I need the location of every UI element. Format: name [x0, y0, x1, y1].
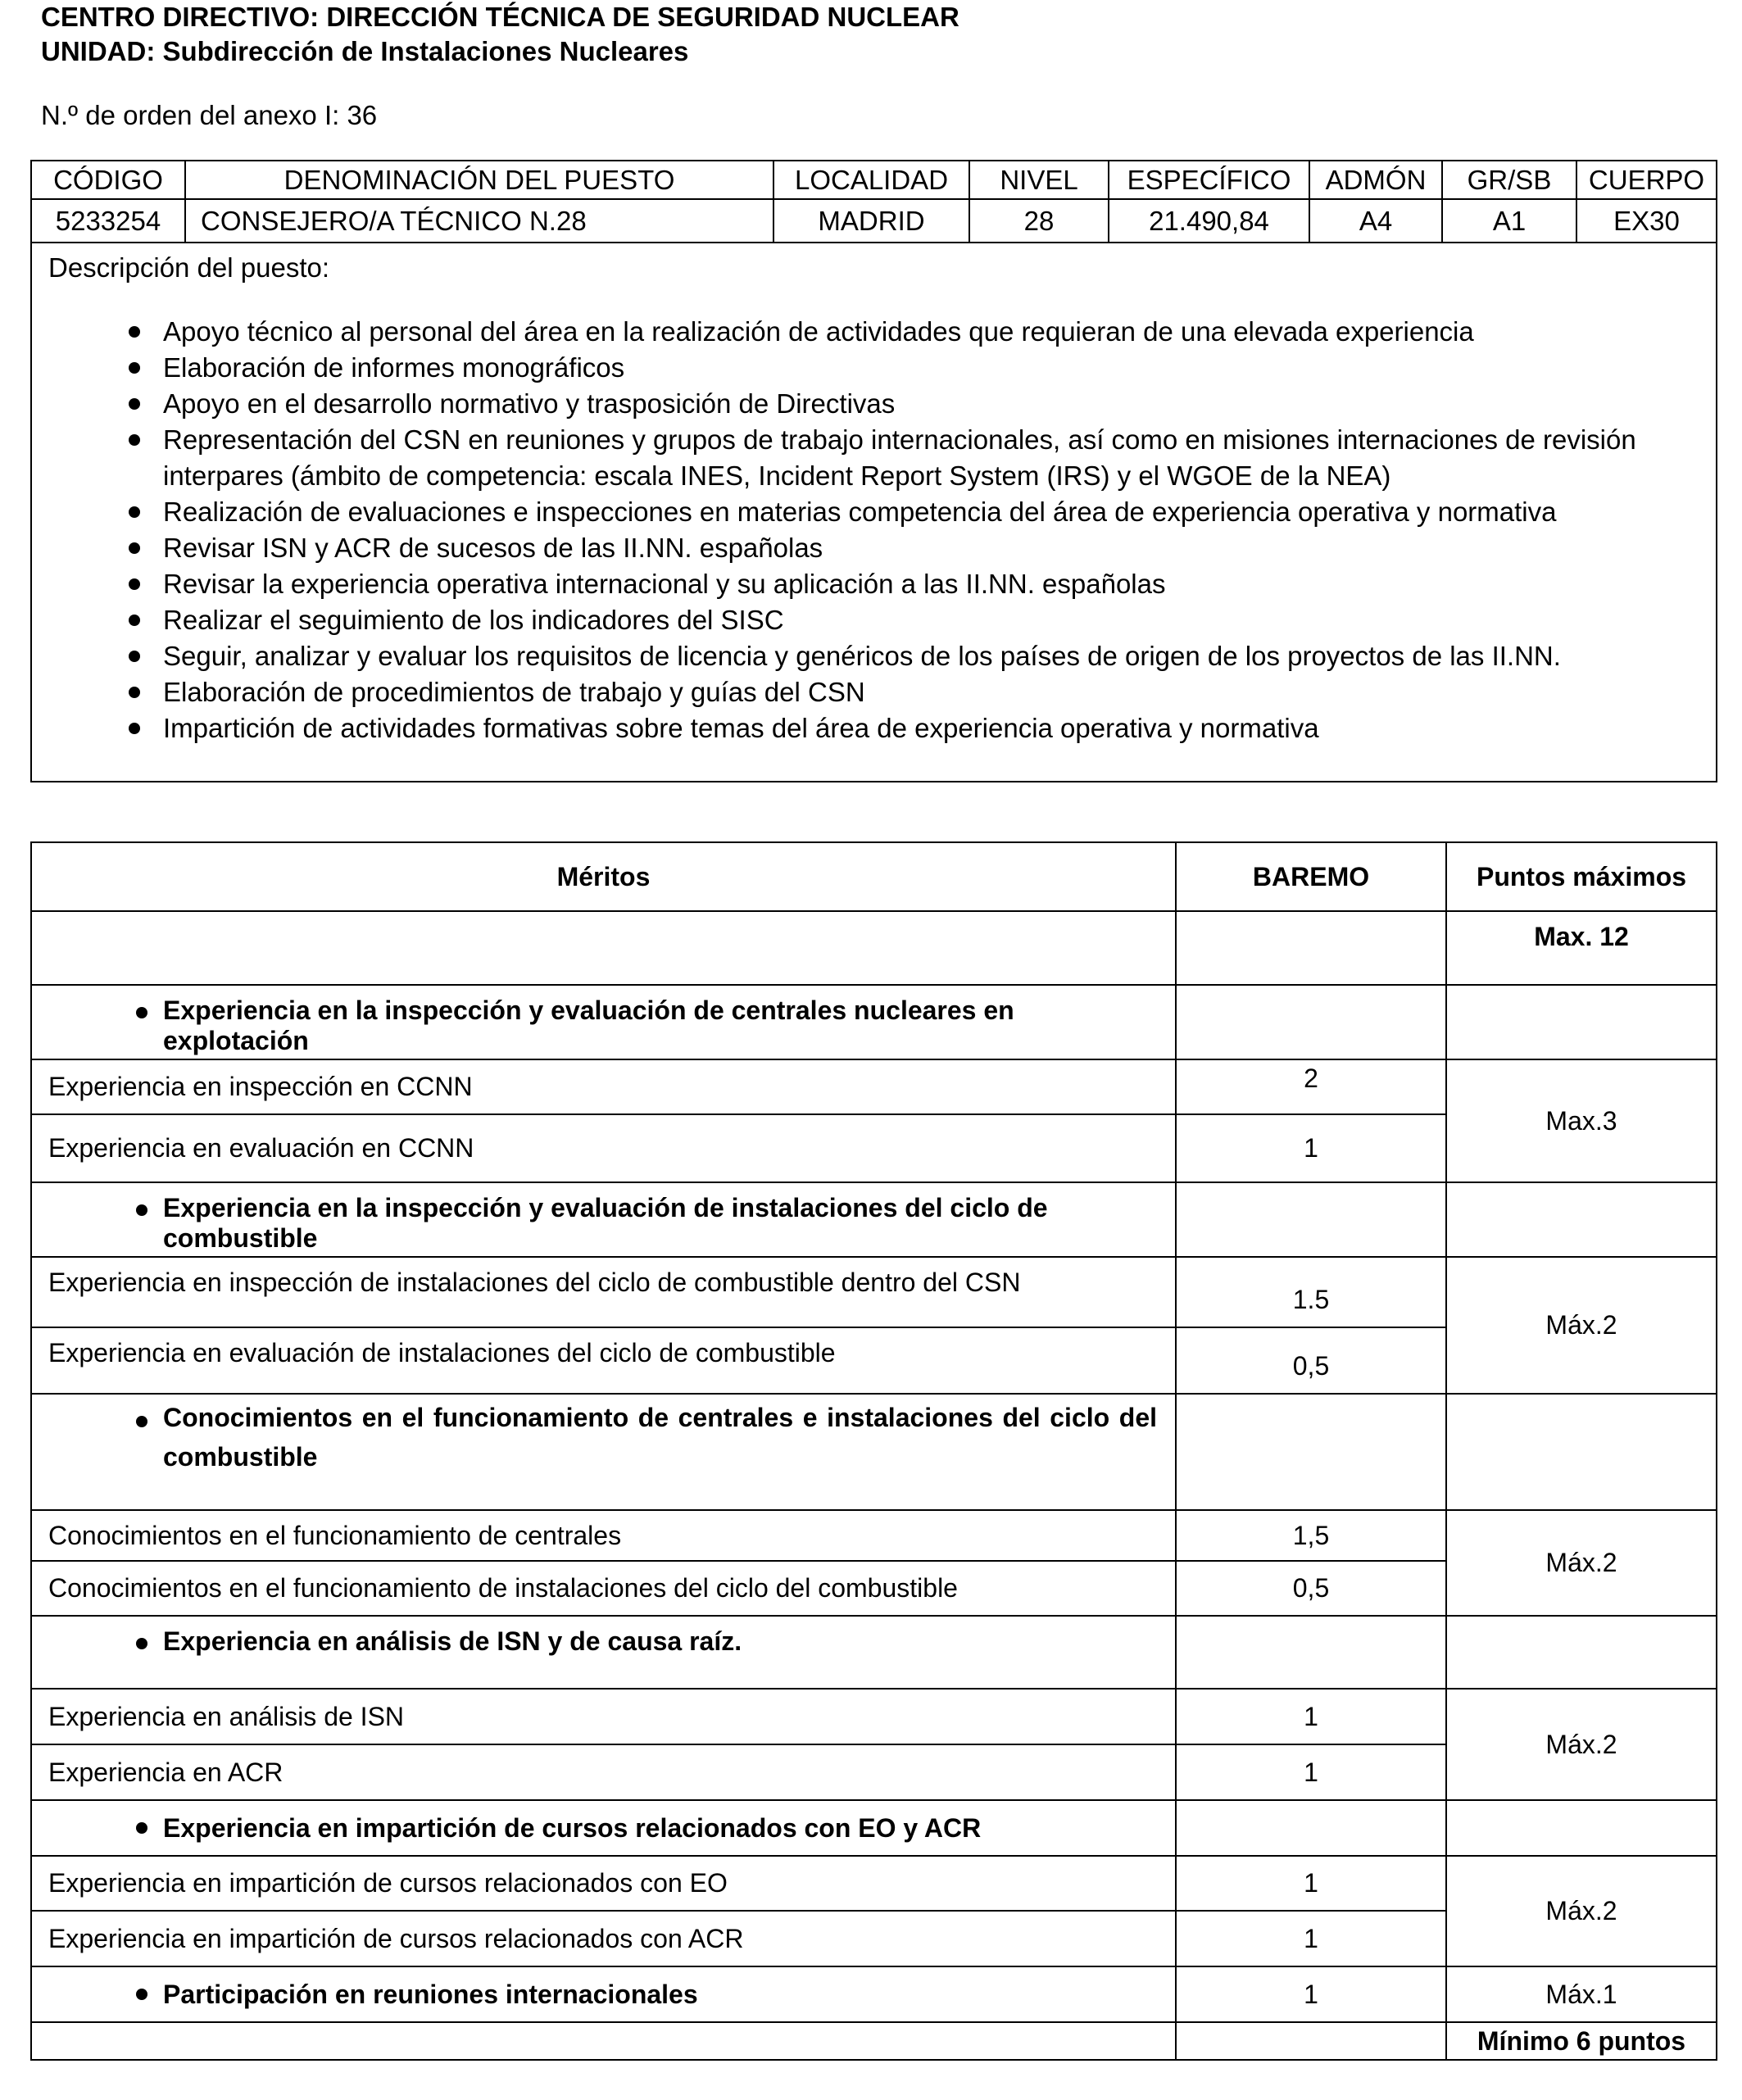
- cell-admon: A4: [1309, 199, 1442, 243]
- section-max: Máx.1: [1446, 1966, 1717, 2022]
- description-item: Realizar el seguimiento de los indicadores del SISC: [48, 602, 1699, 638]
- section-max: Max.3: [1446, 1059, 1717, 1182]
- description-list: [48, 314, 1699, 746]
- cell-especifico: 21.490,84: [1109, 199, 1309, 243]
- merit-baremo: 0,5: [1176, 1561, 1446, 1616]
- cell-localidad: MADRID: [773, 199, 969, 243]
- bullet-icon: [136, 1007, 147, 1018]
- section-max: Máx.2: [1446, 1257, 1717, 1394]
- cell-grsb: A1: [1442, 199, 1576, 243]
- cell-cuerpo: EX30: [1576, 199, 1717, 243]
- empty-cell: [1176, 1394, 1446, 1510]
- merit-baremo: 1: [1176, 1856, 1446, 1911]
- merit-baremo: 0,5: [1176, 1327, 1446, 1394]
- bullet-icon: [136, 1638, 147, 1649]
- merit-baremo: 1: [1176, 1966, 1446, 2022]
- header-cuerpo: CUERPO: [1576, 161, 1717, 199]
- empty-cell: [31, 2022, 1176, 2060]
- description-item: Realización de evaluaciones e inspecciones en materias competencia del área de experiencia operativa y normativa: [48, 494, 1699, 530]
- merit-label: Conocimientos en el funcionamiento de instalaciones del ciclo del combustible: [31, 1561, 1176, 1616]
- description-title: Descripción del puesto:: [48, 252, 330, 283]
- description-item: Elaboración de procedimientos de trabajo y guías del CSN: [48, 674, 1699, 710]
- section-row: [31, 1800, 1717, 1856]
- section-row: [31, 1394, 1717, 1510]
- empty-cell: [1446, 1394, 1717, 1510]
- merit-baremo: 2: [1176, 1059, 1446, 1114]
- header-especifico: ESPECÍFICO: [1109, 161, 1309, 199]
- max-total-row: [31, 911, 1717, 985]
- section-row: [31, 1182, 1717, 1257]
- merit-baremo: 1: [1176, 1744, 1446, 1800]
- merit-label: Experiencia en inspección en CCNN: [31, 1059, 1176, 1114]
- merit-label: Experiencia en evaluación en CCNN: [31, 1114, 1176, 1182]
- merit-baremo: 1: [1176, 1689, 1446, 1744]
- empty-cell: [1176, 2022, 1446, 2060]
- description-row: [31, 243, 1717, 782]
- cell-codigo: 5233254: [31, 199, 185, 243]
- merit-label: Experiencia en análisis de ISN: [31, 1689, 1176, 1744]
- section-row: [31, 985, 1717, 1059]
- header-denominacion: DENOMINACIÓN DEL PUESTO: [185, 161, 773, 199]
- description-item: Apoyo técnico al personal del área en la realización de actividades que requieran de una elevada experiencia: [48, 314, 1699, 350]
- section-title: Participación en reuniones internacionales: [31, 1966, 1176, 2022]
- description-item: Revisar la experiencia operativa internacional y su aplicación a las II.NN. españolas: [48, 566, 1699, 602]
- numero-orden: N.º de orden del anexo I: 36: [41, 100, 378, 130]
- description-item: Apoyo en el desarrollo normativo y trasposición de Directivas: [48, 386, 1699, 422]
- position-data-row: [31, 199, 1717, 243]
- merit-label: Experiencia en impartición de cursos relacionados con EO: [31, 1856, 1176, 1911]
- merits-table: [30, 841, 1717, 2061]
- empty-cell: [1446, 985, 1717, 1059]
- empty-cell: [1446, 1616, 1717, 1689]
- header-meritos: Méritos: [31, 842, 1176, 911]
- header-codigo: CÓDIGO: [31, 161, 185, 199]
- cell-nivel: 28: [969, 199, 1109, 243]
- section-title: Experiencia en la inspección y evaluación de centrales nucleares en explotación: [31, 985, 1176, 1059]
- merit-row: [31, 1856, 1717, 1911]
- merit-baremo: 1: [1176, 1114, 1446, 1182]
- position-table: [30, 160, 1717, 782]
- bullet-icon: [136, 1822, 147, 1834]
- description-item: Seguir, analizar y evaluar los requisitos de licencia y genéricos de los países de origen de los proyectos de las II.NN.: [48, 638, 1699, 674]
- merit-label: Experiencia en impartición de cursos relacionados con ACR: [31, 1911, 1176, 1966]
- description-item: Impartición de actividades formativas sobre temas del área de experiencia operativa y normativa: [48, 710, 1699, 746]
- header-admon: ADMÓN: [1309, 161, 1442, 199]
- empty-cell: [1446, 1182, 1717, 1257]
- section-max: Máx.2: [1446, 1689, 1717, 1800]
- section-max: Máx.2: [1446, 1856, 1717, 1966]
- max-total: Max. 12: [1446, 911, 1717, 985]
- description-item: Representación del CSN en reuniones y grupos de trabajo internacionales, así como en misiones internaciones de revisión interpares (ámbito de competencia: escala INES, Incident Report System (IRS) y el WGOE de la NEA): [48, 422, 1699, 494]
- section-title: Experiencia en la inspección y evaluación de instalaciones del ciclo de combustible: [31, 1182, 1176, 1257]
- merit-label: Experiencia en ACR: [31, 1744, 1176, 1800]
- empty-cell: [31, 911, 1176, 985]
- empty-cell: [1176, 1800, 1446, 1856]
- header-baremo: BAREMO: [1176, 842, 1446, 911]
- description-item: Elaboración de informes monográficos: [48, 350, 1699, 386]
- merit-row: [31, 1059, 1717, 1114]
- merit-baremo: 1,5: [1176, 1510, 1446, 1561]
- position-header-row: [31, 161, 1717, 199]
- merit-label: Experiencia en evaluación de instalaciones del ciclo de combustible: [31, 1327, 1176, 1394]
- section-row: [31, 1966, 1717, 2022]
- merit-baremo: 1.5: [1176, 1257, 1446, 1327]
- header-nivel: NIVEL: [969, 161, 1109, 199]
- empty-cell: [1176, 1616, 1446, 1689]
- merit-label: Experiencia en inspección de instalaciones del ciclo de combustible dentro del CSN: [31, 1257, 1176, 1327]
- centro-directivo: CENTRO DIRECTIVO: DIRECCIÓN TÉCNICA DE SEGURIDAD NUCLEAR: [41, 2, 959, 32]
- bullet-icon: [136, 1204, 147, 1216]
- minimum-points: Mínimo 6 puntos: [1446, 2022, 1717, 2060]
- section-title: Experiencia en análisis de ISN y de causa raíz.: [31, 1616, 1176, 1689]
- header-grsb: GR/SB: [1442, 161, 1576, 199]
- merit-row: [31, 1689, 1717, 1744]
- merit-label: Conocimientos en el funcionamiento de centrales: [31, 1510, 1176, 1561]
- merit-baremo: 1: [1176, 1911, 1446, 1966]
- description-cell: [31, 243, 1717, 782]
- merit-row: [31, 1510, 1717, 1561]
- section-title: Experiencia en impartición de cursos relacionados con EO y ACR: [31, 1800, 1176, 1856]
- empty-cell: [1446, 1800, 1717, 1856]
- cell-denominacion: CONSEJERO/A TÉCNICO N.28: [185, 199, 773, 243]
- merit-row: [31, 1257, 1717, 1327]
- bullet-icon: [136, 1989, 147, 2000]
- unidad: UNIDAD: Subdirección de Instalaciones Nucleares: [41, 36, 689, 66]
- section-max: Máx.2: [1446, 1510, 1717, 1616]
- bullet-icon: [136, 1416, 147, 1427]
- section-row: [31, 1616, 1717, 1689]
- header-localidad: LOCALIDAD: [773, 161, 969, 199]
- header-puntos-maximos: Puntos máximos: [1446, 842, 1717, 911]
- section-title: Conocimientos en el funcionamiento de centrales e instalaciones del ciclo del combustible: [31, 1394, 1176, 1510]
- empty-cell: [1176, 911, 1446, 985]
- minimum-row: [31, 2022, 1717, 2060]
- empty-cell: [1176, 985, 1446, 1059]
- merits-header-row: [31, 842, 1717, 911]
- empty-cell: [1176, 1182, 1446, 1257]
- description-item: Revisar ISN y ACR de sucesos de las II.NN. españolas: [48, 530, 1699, 566]
